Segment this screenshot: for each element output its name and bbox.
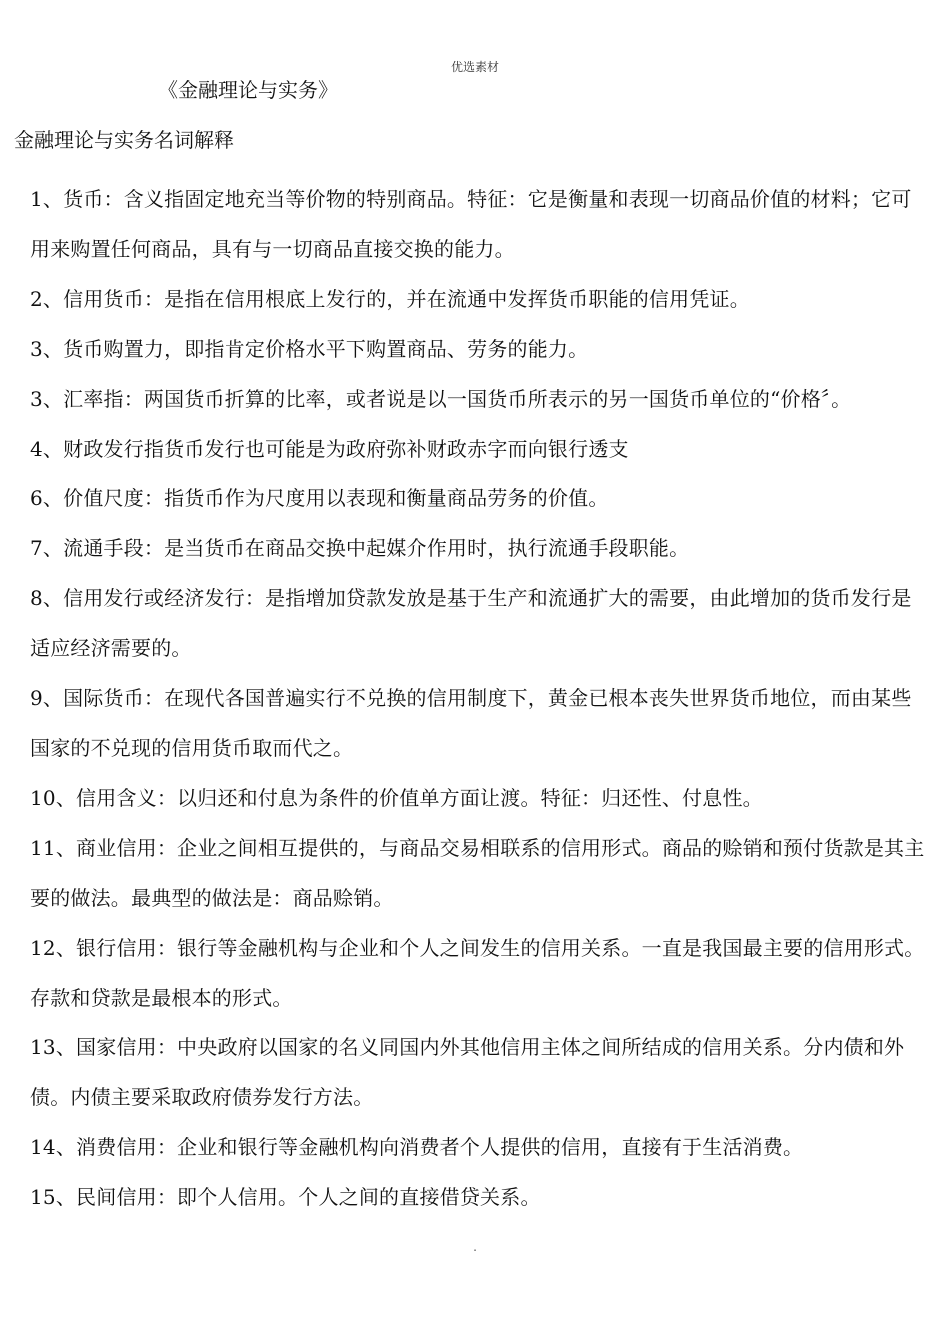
term-entry-3: 3、货币购置力，即指肯定价格水平下购置商品、劳务的能力。 bbox=[30, 336, 589, 361]
section-title: 金融理论与实务名词解释 bbox=[14, 128, 234, 152]
term-entry-9: 9、国际货币：在现代各国普遍实行不兑换的信用制度下，黄金已根本丧失世界货币地位，而由某些国家的不兑现的信用货币取而代之。 bbox=[30, 686, 912, 760]
term-entry-2: 2、信用货币：是指在信用根底上发行的，并在流通中发挥货币职能的信用凭证。 bbox=[30, 286, 750, 311]
term-list bbox=[30, 175, 930, 1223]
term-entry-4: 3、汇率指：两国货币折算的比率，或者说是以一国货币所表示的另一国货币单位的“价格〞。 bbox=[30, 386, 852, 411]
page-footer-mark: . bbox=[473, 1240, 477, 1254]
document-title: 《金融理论与实务》 bbox=[158, 78, 338, 102]
term-entry-1: 1、货币：含义指固定地充当等价物的特别商品。特征：它是衡量和表现一切商品价值的材料；它可用来购置任何商品，具有与一切商品直接交换的能力。 bbox=[30, 187, 912, 261]
term-entry-15: 15、民间信用：即个人信用。个人之间的直接借贷关系。 bbox=[30, 1185, 541, 1210]
term-entry-10: 10、信用含义：以归还和付息为条件的价值单方面让渡。特征：归还性、付息性。 bbox=[30, 785, 763, 810]
page-header: 优选素材 bbox=[450, 60, 499, 74]
term-entry-14: 14、消费信用：企业和银行等金融机构向消费者个人提供的信用，直接有于生活消费。 bbox=[30, 1135, 804, 1160]
term-entry-11: 11、商业信用：企业之间相互提供的，与商品交易相联系的信用形式。商品的赊销和预付货款是其主要的做法。最典型的做法是：商品赊销。 bbox=[30, 835, 925, 910]
term-entry-5: 4、财政发行指货币发行也可能是为政府弥补财政赤字而向银行透支 bbox=[30, 436, 629, 461]
term-entry-12: 12、银行信用：银行等金融机构与企业和个人之间发生的信用关系。一直是我国最主要的信用形式。存款和贷款是最根本的形式。 bbox=[30, 935, 925, 1010]
term-entry-7: 7、流通手段：是当货币在商品交换中起媒介作用时，执行流通手段职能。 bbox=[30, 536, 690, 561]
term-entry-13: 13、国家信用：中央政府以国家的名义同国内外其他信用主体之间所结成的信用关系。分内债和外债。内债主要采取政府债券发行方法。 bbox=[30, 1035, 905, 1110]
term-entry-8: 8、信用发行或经济发行：是指增加贷款发放是基于生产和流通扩大的需要，由此增加的货币发行是适应经济需要的。 bbox=[30, 586, 912, 661]
term-entry-6: 6、价值尺度：指货币作为尺度用以表现和衡量商品劳务的价值。 bbox=[30, 486, 609, 511]
